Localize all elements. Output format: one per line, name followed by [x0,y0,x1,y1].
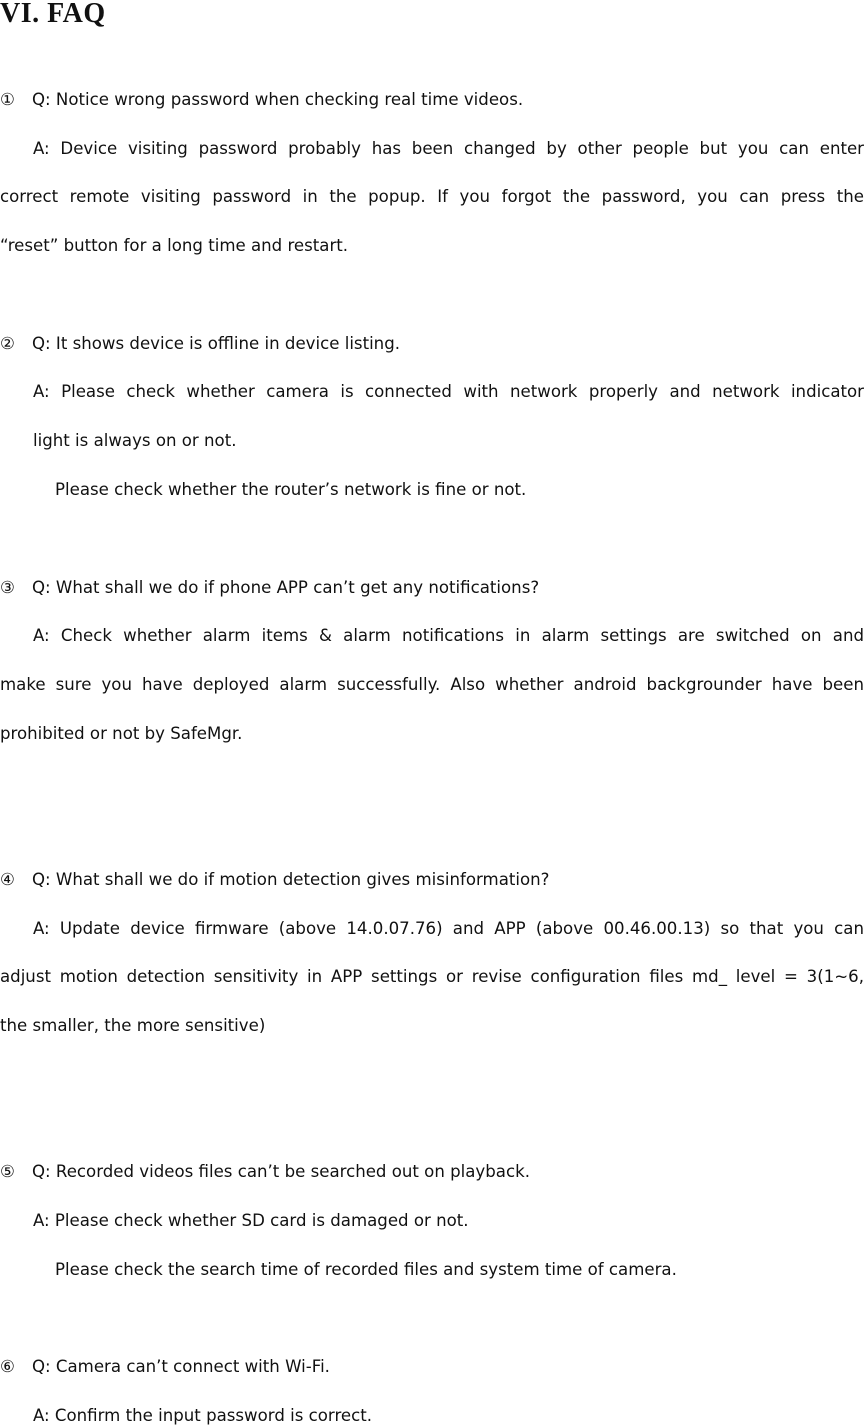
faq-question-2 [0,334,864,354]
faq-answer-4-line-3: the smaller, the more sensitive) [0,1016,266,1035]
faq-answer-3-line-2: make sure you have deployed alarm successfully. Also whether android backgrounder have been [0,675,864,694]
faq-question-1 [0,90,864,110]
faq-answer-5-line-2: Please check the search time of recorded files and system time of camera. [55,1260,677,1279]
faq-answer-3-line-3: prohibited or not by SafeMgr. [0,724,243,743]
faq-answer-1-line-2: correct remote visiting password in the popup. If you forgot the password, you can press the [0,187,864,206]
faq-question-text-5: Q: Recorded videos files can’t be searched out on playback. [32,1162,530,1181]
faq-question-text-6: Q: Camera can’t connect with Wi-Fi. [32,1357,330,1376]
faq-question-3 [0,578,864,598]
faq-answer-1-line-3: “reset” button for a long time and restart. [0,236,349,255]
faq-answer-2-line-1: A: Please check whether camera is connected with network properly and network indicator [33,382,864,401]
faq-number-2: ② [0,334,15,353]
faq-number-6: ⑥ [0,1357,15,1376]
faq-answer-4-line-2: adjust motion detection sensitivity in APP settings or revise configuration files md_ level = 3(1~6, [0,967,864,986]
faq-answer-1-line-1: A: Device visiting password probably has been changed by other people but you can enter [33,139,864,158]
faq-answer-2-line-2: light is always on or not. [33,431,237,450]
faq-answer-6-line-1: A: Confirm the input password is correct. [33,1406,373,1425]
faq-question-text-4: Q: What shall we do if motion detection gives misinformation? [32,870,550,889]
faq-number-4: ④ [0,870,15,889]
faq-question-text-2: Q: It shows device is offline in device listing. [32,334,401,353]
faq-question-5 [0,1162,864,1182]
faq-question-4 [0,870,864,890]
faq-number-3: ③ [0,578,15,597]
faq-answer-5-line-1: A: Please check whether SD card is damaged or not. [33,1211,469,1230]
faq-question-text-1: Q: Notice wrong password when checking real time videos. [32,90,524,109]
faq-answer-3-line-1: A: Check whether alarm items & alarm notifications in alarm settings are switched on and [33,626,864,645]
faq-number-1: ① [0,90,15,109]
page-title: VI. FAQ [0,0,106,29]
faq-question-6 [0,1357,864,1377]
faq-number-5: ⑤ [0,1162,15,1181]
faq-answer-4-line-1: A: Update device firmware (above 14.0.07.76) and APP (above 00.46.00.13) so that you can [33,919,864,938]
faq-answer-2-line-3: Please check whether the router’s network is fine or not. [55,480,527,499]
faq-question-text-3: Q: What shall we do if phone APP can’t get any notifications? [32,578,540,597]
